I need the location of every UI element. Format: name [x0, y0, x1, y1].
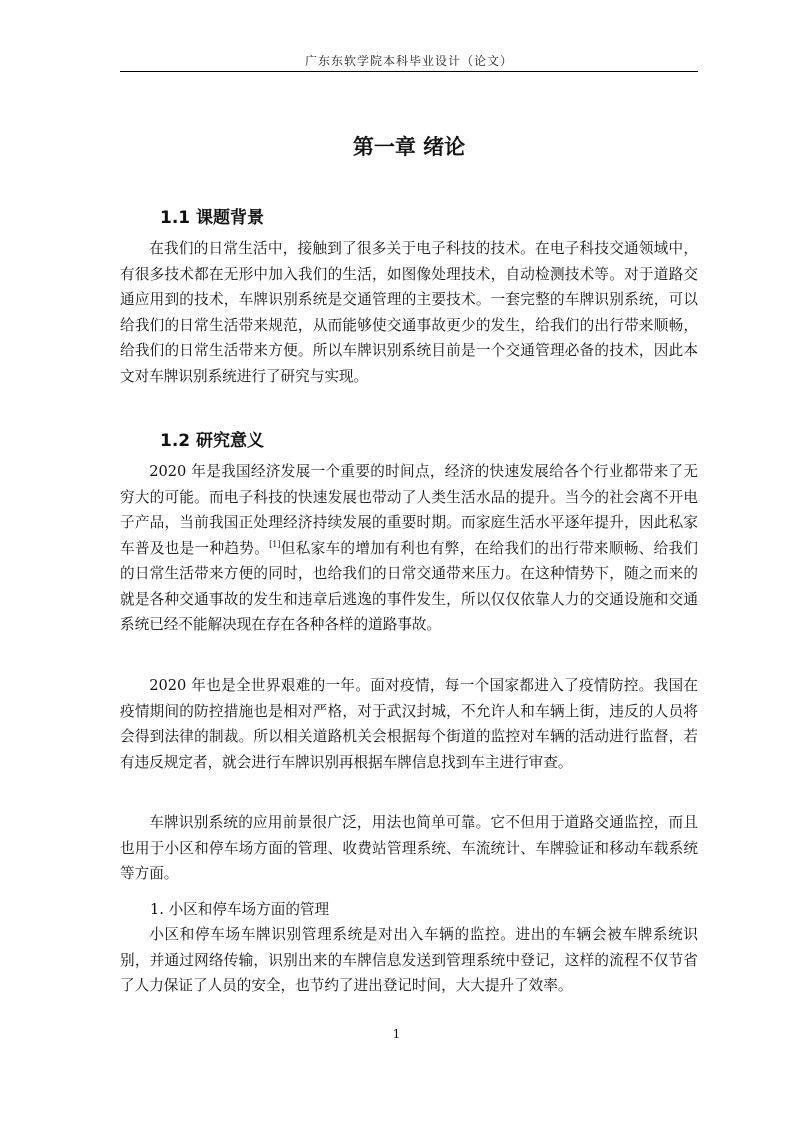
paragraph-significance-2: 2020 年也是全世界艰难的一年。面对疫情，每一个国家都进入了疫情防控。我国在疫情期间的防控措施也是相对严格，对于武汉封城，不允许人和车辆上街，违反的人员将会得到法律的制裁。所以相关道路机关会根据每个街道的监控对车辆的活动进行监督，若有违反规定者，就会进行车牌识别再根据车牌信息找到车主进行审查。	[120, 677, 698, 771]
section-heading-significance: 1.2 研究意义	[160, 431, 265, 451]
section-heading-background: 1.1 课题背景	[160, 208, 265, 228]
paragraph-text: 2020 年是我国经济发展一个重要的时间点，经济的快速发展给各个行业都带来了无穷大的可能。而电子科技的快速发展也带动了人类生活水品的提升。当今的社会离不开电子产品，当前我国正处理经济持续发展的重要时期。而家庭生活水平逐年提升，因此私家车普及也是一种趋势。	[120, 463, 698, 557]
paragraph-significance-3: 车牌识别系统的应用前景很广泛，用法也简单可靠。它不但用于道路交通监控，而且也用于小区和停车场方面的管理、收费站管理系统、车流统计、车牌验证和移动车载系统等方面。	[120, 814, 698, 882]
page-header: 广东东软学院本科毕业设计（论文）	[304, 54, 513, 68]
chapter-title: 第一章 绪论	[352, 135, 466, 159]
header-divider	[120, 71, 698, 72]
paragraph-background: 在我们的日常生活中，接触到了很多关于电子科技的技术。在电子科技交通领域中，有很多技术都在无形中加入我们的生活，如图像处理技术，自动检测技术等。对于道路交通应用到的技术，车牌识别系统是交通管理的主要技术。一套完整的车牌识别系统，可以给我们的日常生活带来规范，从而能够使交通事故更少的发生，给我们的出行带来顺畅，给我们的日常生活带来方便。所以车牌识别系统目前是一个交通管理必备的技术，因此本文对车牌识别系统进行了研究与实现。	[120, 240, 698, 385]
paragraph-significance-4: 小区和停车场车牌识别管理系统是对出入车辆的监控。进出的车辆会被车牌系统识别，并通过网络传输，识别出来的车牌信息发送到管理系统中登记，这样的流程不仅节省了人力保证了人员的安全，也节约了进出登记时间，大大提升了效率。	[120, 926, 698, 994]
list-item-community-parking: 1. 小区和停车场方面的管理	[150, 901, 330, 918]
page-number: 1	[392, 1027, 401, 1041]
citation-marker: [1]	[269, 539, 281, 549]
paragraph-text: 但私家车的增加有利也有弊，在给我们的出行带来顺畅、给我们的日常生活带来方便的同时，也给我们的日常交通带来压力。在这种情势下，随之而来的就是各种交通事故的发生和违章后逃逸的事件发生，所以仅仅依靠人力的交通设施和交通系统已经不能解决现在存在各种各样的道路事故。	[120, 539, 698, 633]
paragraph-significance-1	[120, 459, 698, 638]
